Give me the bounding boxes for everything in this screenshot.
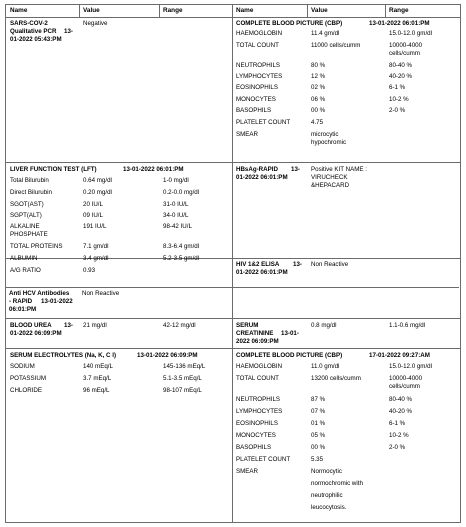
lft-row-range: 1-0 mg/dl [163,177,189,184]
creatinine-range: 1.1-0.6 mg/dl [389,322,426,329]
cbp-row-value: 02 % [311,84,326,91]
cbp-row-range: 40-20 % [389,73,413,80]
urea-range: 42-12 mg/dl [163,322,196,329]
hiv-date: 01-2022 06:01:PM [236,269,288,276]
urea-title: BLOOD UREA [10,322,52,329]
cbp-row-name: TOTAL COUNT [236,42,279,49]
hbsag-value: VIRUCHECK [311,174,348,181]
covid-value: Negative [83,20,108,27]
cbp-row-value: 12 % [311,73,326,80]
lft-row-name: ALKALINE [10,223,40,230]
header-range: Range [163,7,183,14]
cbp-row-value: 11.4 gm/dl [311,30,340,37]
electrolytes-row-range: 145-136 mEq/L [163,363,206,370]
cbp-row-range: cells/cumm [389,383,420,390]
cbp-row-value: microcytic [311,131,339,138]
cbp-row-range: 80-40 % [389,62,413,69]
cbp-row-name: LYMPHOCYTES [236,73,283,80]
hbsag-value: Positive KIT NAME : [311,166,367,173]
electrolytes-row-name: POTASSIUM [10,375,46,382]
hcv-date: 06:01:PM [9,306,37,313]
cbp-row-value: 11.0 gm/dl [311,363,340,370]
cbp-row-value: 5.35 [311,456,324,463]
cbp-row-name: BASOPHILS [236,107,272,114]
lft-row-range: 8.3-6.4 gm/dl [163,243,200,250]
header-value: Value [311,7,328,14]
cbp-row-range: 10000-4000 [389,42,423,49]
electrolytes-row-name: CHLORIDE [10,387,42,394]
lft-row-value: 191 IU/L [83,223,107,230]
creatinine-date: 2022 06:09:PM [236,338,279,345]
cbp-row-name: HAEMOGLOBIN [236,30,283,37]
cbp-row-value: 11000 cells/cumm [311,42,361,49]
header-name: Name [10,7,28,14]
cbp-row-name: NEUTROPHILS [236,396,281,403]
cbp-row-value: neutrophilic [311,492,343,499]
cbp-title: COMPLETE BLOOD PICTURE (CBP) [236,20,343,27]
lft-row-value: 7.1 gm/dl [83,243,109,250]
hbsag-date: 01-2022 06:01:PM [236,174,288,181]
electrolytes-date: 13-01-2022 06:09:PM [137,352,198,359]
cbp-row-value: 07 % [311,408,326,415]
lft-row-value: 20 IU/L [83,201,103,208]
header-value: Value [83,7,100,14]
cbp-title: COMPLETE BLOOD PICTURE (CBP) [236,352,343,359]
hiv-date: 13- [293,261,302,268]
electrolytes-row-range: 5.1-3.5 mEq/L [163,375,202,382]
cbp-row-range: 10-2 % [389,96,409,103]
cbp-row-value: 01 % [311,420,326,427]
lft-row-name: A/G RATIO [10,267,41,274]
cbp-row-range: 6-1 % [389,420,406,427]
lft-row-value: 0.20 mg/dl [83,189,112,196]
electrolytes-row-range: 98-107 mEq/L [163,387,202,394]
cbp-date: 17-01-2022 09:27:AM [369,352,430,359]
hcv-title: - RAPID [9,298,33,305]
lft-row-name: ALBUMIN [10,255,38,262]
cbp-row-range: cells/cumm [389,50,420,57]
urea-value: 21 mg/dl [83,322,107,329]
cbp-row-name: EOSINOPHILS [236,420,278,427]
hbsag-date: 13- [291,166,300,173]
lft-row-value: 09 IU/L [83,212,103,219]
cbp-row-value: 00 % [311,444,326,451]
cbp-row-value: Normocytic [311,468,342,475]
covid-title: SARS-COV-2 [10,20,48,27]
hcv-title: Anti HCV Antibodies [9,290,70,297]
electrolytes-row-value: 96 mEq/L [83,387,110,394]
cbp-row-range: 10000-4000 [389,375,423,382]
hcv-date: 13-01-2022 [41,298,73,305]
cbp-row-name: SMEAR [236,131,259,138]
cbp-row-range: 6-1 % [389,84,406,91]
creatinine-title: CREATININE [236,330,274,337]
cbp-row-value: 13200 cells/cumm [311,375,361,382]
lft-row-range: 5.2-3.5 gm/dl [163,255,200,262]
lft-row-name: SGPT(ALT) [10,212,42,219]
creatinine-date: 13-01- [281,330,299,337]
lft-row-name: TOTAL PROTEINS [10,243,63,250]
creatinine-title: SERUM [236,322,259,329]
cbp-row-value: leucocytosis. [311,504,347,511]
cbp-row-value: 80 % [311,62,326,69]
cbp-row-range: 15.0-12.0 gm/dl [389,30,432,37]
covid-date: 13- [64,28,73,35]
cbp-row-range: 40-20 % [389,408,413,415]
cbp-row-value: 4.75 [311,119,324,126]
header-name: Name [236,7,254,14]
lft-row-name: SGOT(AST) [10,201,44,208]
cbp-row-name: MONOCYTES [236,432,276,439]
cbp-row-name: BASOPHILS [236,444,272,451]
cbp-row-value: 87 % [311,396,326,403]
cbp-row-name: MONOCYTES [236,96,276,103]
cbp-date: 13-01-2022 06:01:PM [369,20,430,27]
cbp-row-range: 80-40 % [389,396,413,403]
cbp-row-range: 10-2 % [389,432,409,439]
cbp-row-name: PLATELET COUNT [236,456,291,463]
lft-title: LIVER FUNCTION TEST (LFT) [10,166,97,173]
creatinine-value: 0.8 mg/dl [311,322,337,329]
cbp-row-range: 15.0-12.0 gm/dl [389,363,432,370]
lft-row-value: 0.64 mg/dl [83,177,112,184]
electrolytes-row-value: 140 mEq/L [83,363,113,370]
hiv-title: HIV 1&2 ELISA [236,261,280,268]
lft-row-range: 31-0 IU/L [163,201,189,208]
cbp-row-name: NEUTROPHILS [236,62,281,69]
cbp-row-range: 2-0 % [389,107,406,114]
cbp-row-value: 00 % [311,107,326,114]
hiv-value: Non Reactive [311,261,349,268]
lft-row-name: Total Bilurubin [10,177,49,184]
lft-row-range: 34-0 IU/L [163,212,189,219]
lft-row-range: 98-42 IU/L [163,223,192,230]
electrolytes-title: SERUM ELECTROLYTES (Na, K, C l) [10,352,116,359]
cbp-row-value: 05 % [311,432,326,439]
hcv-value: Non Reactive [82,290,120,297]
cbp-row-name: SMEAR [236,468,259,475]
lft-row-value: 3.4 gm/dl [83,255,109,262]
covid-date: 01-2022 05:43:PM [10,36,62,43]
cbp-row-range: 2-0 % [389,444,406,451]
lft-date: 13-01-2022 06:01:PM [123,166,184,173]
covid-title: Qualitative PCR [10,28,57,35]
lft-row-value: 0.93 [83,267,96,274]
cbp-row-name: EOSINOPHILS [236,84,278,91]
electrolytes-row-name: SODIUM [10,363,35,370]
cbp-row-name: LYMPHOCYTES [236,408,283,415]
electrolytes-row-value: 3.7 mEq/L [83,375,112,382]
hbsag-title: HBsAg-RAPID [236,166,278,173]
cbp-row-name: HAEMOGLOBIN [236,363,283,370]
urea-date: 01-2022 06:09:PM [10,330,62,337]
lft-row-name: PHOSPHATE [10,231,48,238]
hbsag-value: &HEPACARD [311,182,350,189]
cbp-row-value: normochromic with [311,480,363,487]
cbp-row-name: PLATELET COUNT [236,119,291,126]
cbp-row-value: hypochromic [311,139,347,146]
header-range: Range [389,7,409,14]
lab-report-table [5,4,461,523]
lft-row-range: 0.2-0.0 mg/dl [163,189,200,196]
cbp-row-name: TOTAL COUNT [236,375,279,382]
cbp-row-value: 06 % [311,96,326,103]
urea-date: 13- [64,322,73,329]
lft-row-name: Direct Bilurubin [10,189,52,196]
